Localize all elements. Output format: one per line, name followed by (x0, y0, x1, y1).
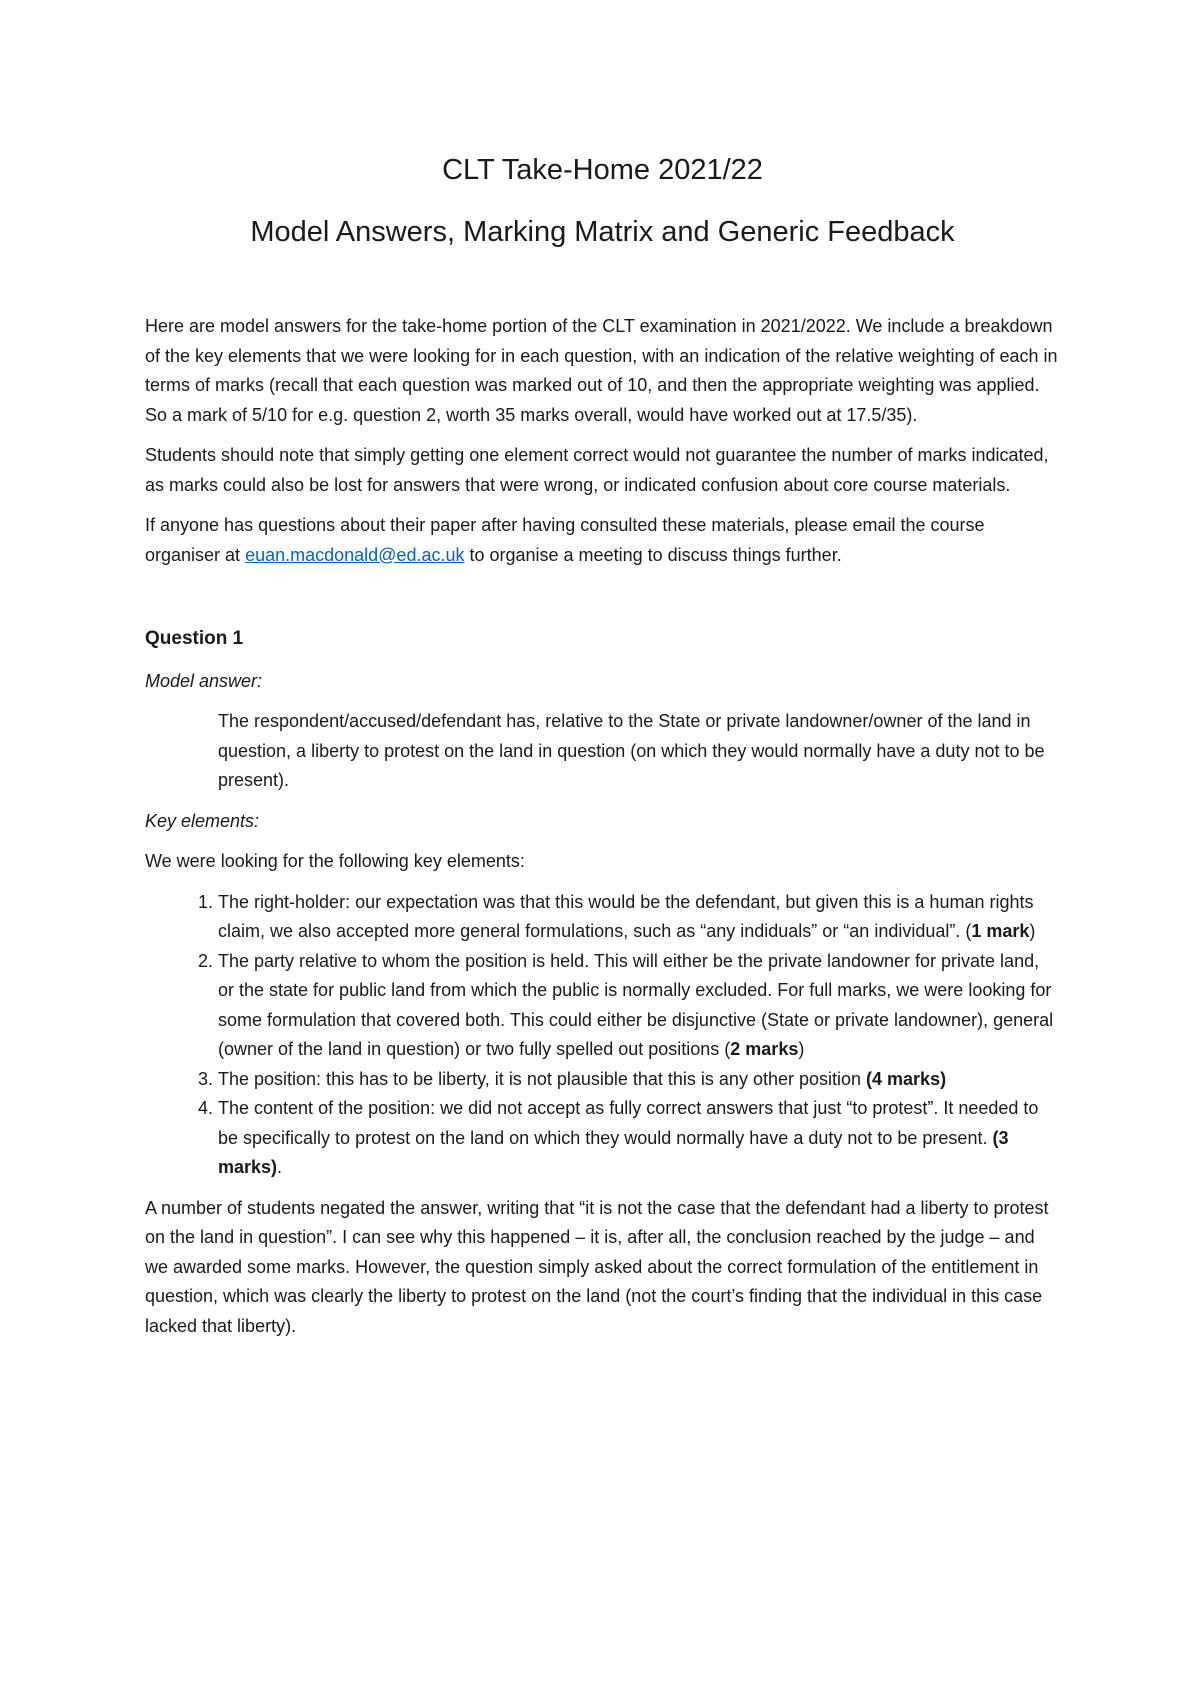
list-item (218, 1065, 1060, 1095)
list-item-tail: . (277, 1157, 283, 1177)
intro-paragraph-2: Students should note that simply getting one element correct would not guarantee the number of marks indicated, as marks could also be lost for answers that were wrong, or indicated confusion about core course materials. (145, 445, 1049, 495)
key-elements-label: Key elements: (145, 810, 260, 831)
page-title: CLT Take-Home 2021/22 (442, 154, 763, 186)
list-item-tail: ) (1029, 921, 1036, 941)
list-item (218, 947, 1060, 1065)
intro-paragraph-1: Here are model answers for the take-home portion of the CLT examination in 2021/2022. We include a breakdown of the key elements that we were looking for in each question, with an indication of the relative weighting of each in terms of marks (recall that each question was marked out of 10, and then the appropriate weighting was applied. So a mark of 5/10 for e.g. question 2, worth 35 marks overall, would have worked out at 17.5/35). (145, 316, 1058, 425)
closing-paragraph: A number of students negated the answer, writing that “it is not the case that the defendant had a liberty to protest on the land in question”. I can see why this happened – it is, after all, the conclusion reached by the judge – and we awarded some marks. However, the question simply asked about the correct formulation of the entitlement in question, which was clearly the liberty to protest on the land (not the court’s finding that the individual in this case lacked that liberty). (145, 1197, 1049, 1336)
list-item-text: The content of the position: we did not accept as fully correct answers that just “to protest”. It needed to be specifically to protest on the land on which they would normally have a duty not to be present. (218, 1098, 1039, 1148)
list-item-tail: ) (798, 1039, 805, 1059)
list-item-text: The right-holder: our expectation was that this would be the defendant, but given this is a human rights claim, we also accepted more general formulations, such as “any indiduals” or “an individual”. ( (218, 891, 1034, 941)
model-answer-text: The respondent/accused/defendant has, relative to the State or private landowner/owner of the land in question, a liberty to protest on the land in question (on which they would normally have a duty not to be present). (218, 711, 1045, 790)
model-answer-label: Model answer: (145, 670, 263, 691)
marks-value: 2 marks (730, 1039, 799, 1059)
marks-value: 1 mark (971, 921, 1030, 941)
page-subtitle: Model Answers, Marking Matrix and Generic Feedback (250, 216, 955, 248)
key-elements-intro: We were looking for the following key elements: (145, 851, 525, 871)
document-content (145, 150, 1060, 1352)
question-1-heading: Question 1 (145, 628, 244, 649)
list-item-text: The party relative to whom the position is held. This will either be the private landowner for private land, or the state for public land from which the public is normally excluded. For full marks, we were looking for some formulation that covered both. This could either be disjunctive (State or private landowner), general (owner of the land in question) or two fully spelled out positions ( (218, 950, 1054, 1059)
intro-paragraph-3 (145, 511, 1060, 570)
intro-paragraph-3-text: If anyone has questions about their paper after having consulted these materials, please email the course organiser at (145, 515, 985, 565)
list-item (218, 1094, 1060, 1183)
intro-paragraph-3-tail: to organise a meeting to discuss things further. (464, 544, 842, 565)
key-elements-list (145, 888, 1060, 1183)
marks-value: (4 marks) (866, 1068, 947, 1089)
list-item-text: The position: this has to be liberty, it is not plausible that this is any other position (218, 1068, 867, 1089)
list-item (218, 888, 1060, 947)
marks-value: (3 marks) (218, 1127, 1009, 1177)
email-link[interactable]: euan.macdonald@ed.ac.uk (245, 544, 465, 565)
